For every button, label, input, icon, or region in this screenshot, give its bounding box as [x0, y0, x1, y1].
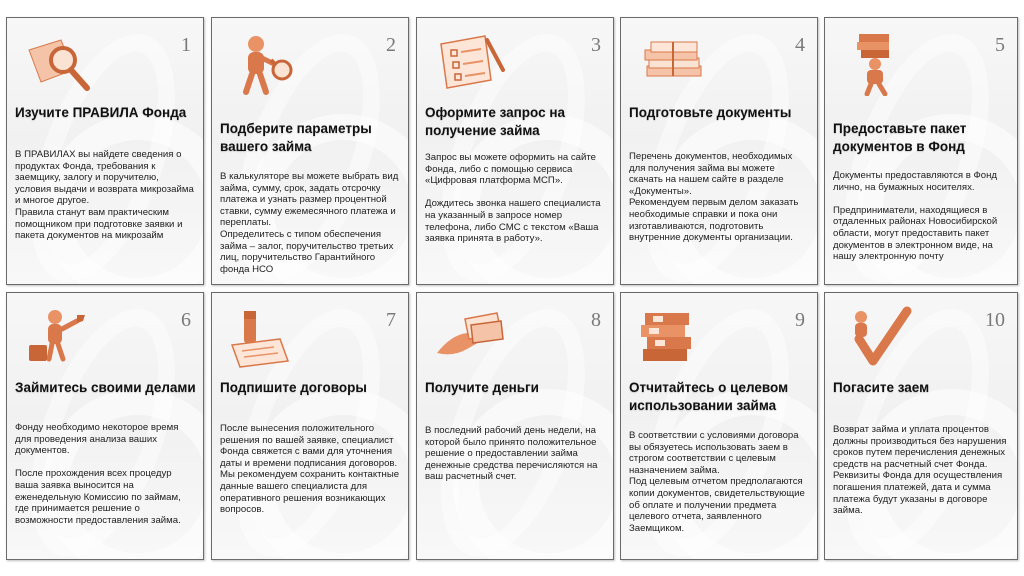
step-description: Перечень документов, необходимых для получения займа вы можете скачать на нашем сайте в разделе «Документы». Рекомендуем первым делом заказать необходимые справки и пока они изготавливаются, подготовить внутренние документы организации.: [629, 151, 799, 244]
step-number: 5: [995, 34, 1005, 56]
step-description: Документы предоставляются в Фонд лично, на бумажных носителях. Предприниматели, находящиеся в отдаленных районах Новосибирской области, могут предоставить пакет документов в электронном виде, на нашу электронную почту: [833, 170, 998, 263]
hand-with-money-icon: [431, 305, 509, 371]
step-description: В калькуляторе вы можете выбрать вид займа, сумму, срок, задать отсрочку платежа и узнать размер процентной ставки, сумму ежемесячного платежа и переплаты. Определитесь с типом обеспечения займа – залог, поручительство третьих лиц, поручительство Гарантийного фонда НСО: [220, 171, 399, 275]
step-title: Подберите параметры вашего займа: [220, 121, 372, 154]
step-number: 8: [591, 309, 601, 331]
step-title: Оформите запрос на получение займа: [425, 105, 566, 138]
step-card-9: [620, 292, 818, 560]
step-title: Получите деньги: [425, 380, 539, 395]
step-title: Займитесь своими делами: [15, 380, 196, 395]
step-number: 1: [181, 34, 191, 56]
step-title: Отчитайтесь о целевом использовании займа: [629, 380, 789, 413]
magnifier-document-icon: [21, 30, 99, 96]
step-number: 7: [386, 309, 396, 331]
step-title: Подготовьте документы: [629, 105, 792, 120]
step-description: Фонду необходимо некоторое время для проведения анализа ваших документов. После прохождения всех процедур ваша заявка выносится на еженедельную Комиссию по займам, где принимается решение о возможности предоставления займа.: [15, 422, 181, 526]
step-number: 9: [795, 309, 805, 331]
figure-with-magnifier-icon: [226, 30, 304, 96]
step-number: 2: [386, 34, 396, 56]
stack-of-binders-icon: [635, 305, 713, 371]
step-card-6: [6, 292, 204, 560]
step-number: 6: [181, 309, 191, 331]
step-card-4: [620, 17, 818, 285]
step-title: Изучите ПРАВИЛА Фонда: [15, 105, 187, 120]
checklist-pencil-icon: [431, 30, 509, 96]
step-card-5: [824, 17, 1018, 285]
step-card-10: [824, 292, 1018, 560]
step-number: 10: [985, 309, 1005, 331]
step-description: После вынесения положительного решения по вашей заявке, специалист Фонда свяжется с вами для уточнения даты и времени подписания договоров. Мы рекомендуем сохранить контактные данные вашего специалиста для оперативного решения возникающих вопросов.: [220, 423, 400, 516]
step-card-8: [416, 292, 614, 560]
step-description: В последний рабочий день недели, на которой было принято положительное решение о предоставлении займа денежные средства перечисляются на ваш расчетный счет.: [425, 425, 598, 483]
document-stack-icon: [635, 30, 713, 96]
figure-with-wrench-icon: [21, 305, 99, 371]
pen-and-contract-icon: [226, 305, 304, 371]
step-card-7: [211, 292, 409, 560]
step-description: В соответствии с условиями договора вы обязуетесь использовать заем в строгом соответствии с целевым назначением займа. Под целевым отчетом предполагаются копии документов, свидетельствующие об оплате и получении предмета целевого отчета, заявленного Заемщиком.: [629, 430, 805, 534]
step-card-1: [6, 17, 204, 285]
step-number: 3: [591, 34, 601, 56]
step-description: Возврат займа и уплата процентов должны производиться без нарушения сроков путем перечисления денежных средств на расчетный счет Фонда. Реквизиты Фонда для осуществления погашения платежей, дата и сумма платежа будут указаны в договоре займа.: [833, 424, 1007, 517]
figure-with-checkmark-icon: [839, 305, 917, 371]
step-title: Подпишите договоры: [220, 380, 367, 395]
figure-carrying-folders-icon: [839, 30, 917, 96]
step-description: В ПРАВИЛАХ вы найдете сведения о продуктах Фонда, требования к заемщику, залогу и поручителю, условия выдачи и возврата микрозайма и многое другое. Правила станут вам практическим помощником при подготовке заявки и пакета документов на микрозайм: [15, 149, 194, 242]
step-card-2: [211, 17, 409, 285]
step-description: Запрос вы можете оформить на сайте Фонда, либо с помощью сервиса «Цифровая платформа МСП». Дождитесь звонка нашего специалиста на указанный в запросе номер телефона, либо СМС с текстом «Ваша заявка принята в работу».: [425, 152, 601, 245]
step-title: Погасите заем: [833, 380, 930, 395]
step-card-3: [416, 17, 614, 285]
step-title: Предоставьте пакет документов в Фонд: [833, 121, 967, 154]
step-number: 4: [795, 34, 805, 56]
